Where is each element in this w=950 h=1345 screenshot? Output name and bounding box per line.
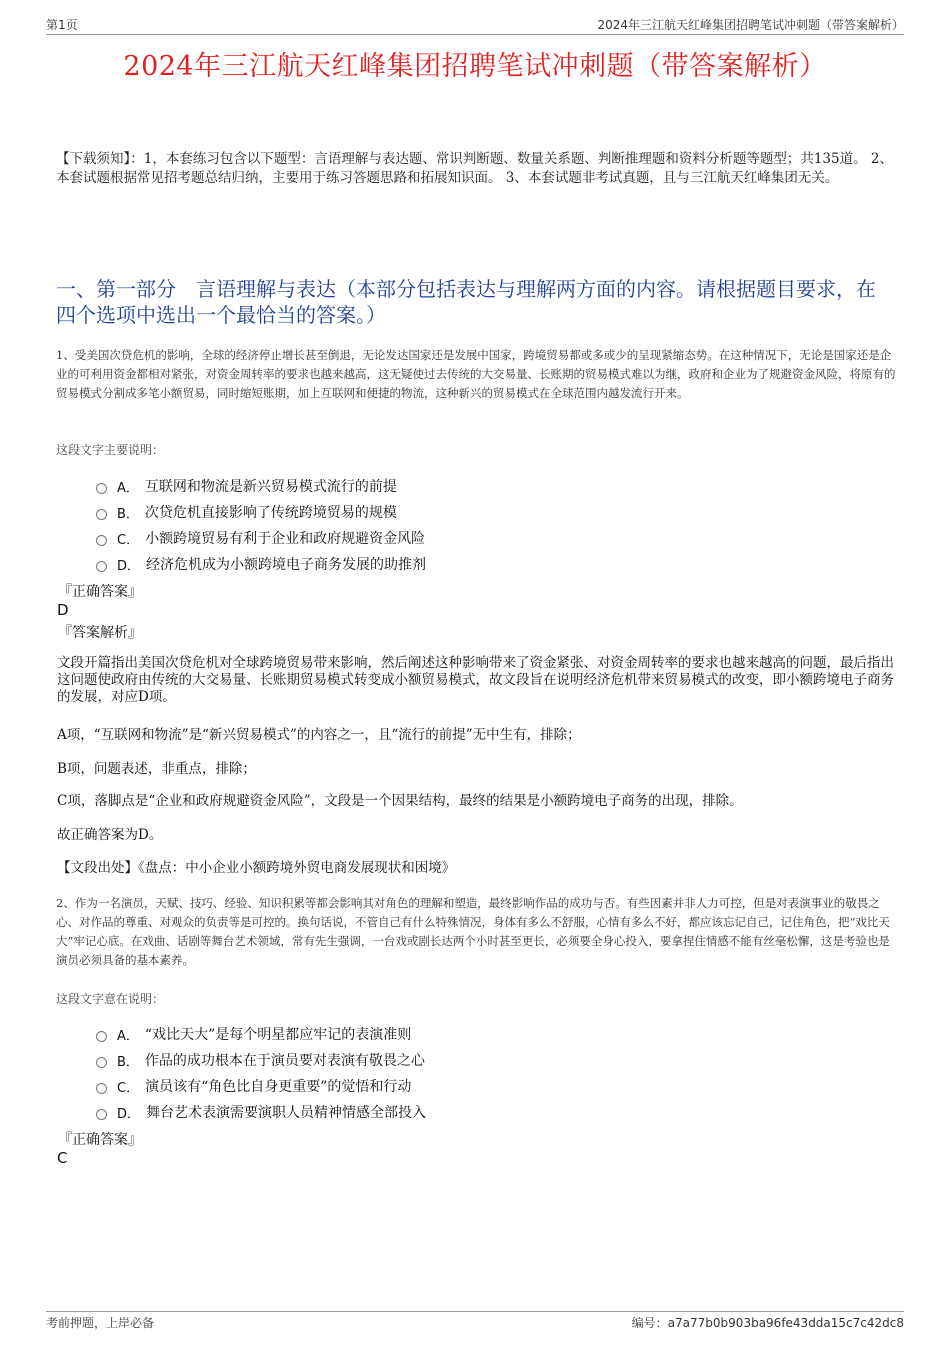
page-number: 第1页 <box>46 18 78 32</box>
question-2-answer-label: 『正确答案』 <box>58 1132 142 1148</box>
question-1-analysis-para: A项，“互联网和物流”是“新兴贸易模式”的内容之一，且“流行的前提”无中生有，排除； <box>57 727 581 743</box>
question-2-answer: C <box>57 1149 68 1167</box>
document-title: 2024年三江航天红峰集团招聘笔试冲刺题（带答案解析） <box>123 51 827 82</box>
question-1-analysis-para: 文段开篇指出美国次贷危机对全球跨境贸易带来影响，然后阐述这种影响带来了资金紧张、对资金周转率的要求也越来越高的问题，最后指出这问题使政府由传统的大交易量、长账期贸易模式转变成小额贸易模式，故文段旨在说明经济危机带来贸易模式的改变，即小额跨境电子商务的发展，对应D项。 <box>57 655 894 705</box>
question-1-answer-label: 『正确答案』 <box>58 584 142 600</box>
page-header <box>46 14 904 35</box>
radio-icon[interactable] <box>96 509 107 520</box>
footer-divider <box>46 1311 904 1312</box>
question-1-option-d[interactable]: D． 经济危机成为小额跨境电子商务发展的助推剂 <box>96 551 596 577</box>
question-1-text: 1、受美国次贷危机的影响，全球的经济停止增长甚至倒退，无论发达国家还是发展中国家，跨境贸易都或多或少的呈现紧缩态势。在这种情况下，无论是国家还是企业的可利用资金都相对紧张，对资金周转率的要求也越来越高，这无疑使过去传统的大交易量、长账期的贸易模式难以为继，政府和企业为了规避资金风险，将原有的贸易模式分割成多笔小额贸易，同时缩短账期，加上互联网和便捷的物流，这种新兴的贸易模式在全球范围内越发流行开来。 <box>56 348 896 400</box>
question-1-analysis-para: B项，问题表述，非重点，排除； <box>57 761 256 777</box>
question-2-option-d[interactable]: D． 舞台艺术表演需要演职人员精神情感全部投入 <box>96 1099 596 1125</box>
question-1-options <box>96 473 596 577</box>
radio-icon[interactable] <box>96 535 107 546</box>
question-1-analysis-para: C项，落脚点是“企业和政府规避资金风险”，文段是一个因果结构，最终的结果是小额跨境电子商务的出现，排除。 <box>57 793 743 809</box>
download-notice: 【下载须知】：1，本套练习包含以下题型：言语理解与表达题、常识判断题、数量关系题、判断推理题和资料分析题等题型；共135道。 2、本套试题根据常见招考题总结归纳，主要用于练习答题思路和拓展知识面。 3、本套试题非考试真题，且与三江航天红峰集团无关。 <box>56 151 893 186</box>
question-2-options <box>96 1021 596 1125</box>
radio-icon[interactable] <box>96 561 107 572</box>
question-1-prompt: 这段文字主要说明： <box>56 443 165 457</box>
radio-icon[interactable] <box>96 483 107 494</box>
radio-icon[interactable] <box>96 1031 107 1042</box>
question-1-source: 【文段出处】《盘点：中小企业小额跨境外贸电商发展现状和困境》 <box>57 860 456 876</box>
radio-icon[interactable] <box>96 1083 107 1094</box>
question-1-answer: D <box>57 601 69 619</box>
question-2-option-a[interactable]: A． “戏比天大”是每个明星都应牢记的表演准则 <box>96 1021 596 1047</box>
footer-id-label: 编号： <box>631 1316 668 1330</box>
question-2-prompt: 这段文字意在说明： <box>56 992 165 1006</box>
question-2-option-b[interactable]: B． 作品的成功根本在于演员要对表演有敬畏之心 <box>96 1047 596 1073</box>
footer-slogan: 考前押题，上岸必备 <box>46 1316 155 1330</box>
question-1-analysis-label: 『答案解析』 <box>58 625 142 641</box>
question-1-option-c[interactable]: C． 小额跨境贸易有利于企业和政府规避资金风险 <box>96 525 596 551</box>
question-2-option-c[interactable]: C． 演员该有“角色比自身更重要”的觉悟和行动 <box>96 1073 596 1099</box>
radio-icon[interactable] <box>96 1057 107 1068</box>
question-1-option-a[interactable]: A． 互联网和物流是新兴贸易模式流行的前提 <box>96 473 596 499</box>
footer-doc-id <box>632 1314 904 1331</box>
question-1-option-b[interactable]: B． 次贷危机直接影响了传统跨境贸易的规模 <box>96 499 596 525</box>
header-doc-title: 2024年三江航天红峰集团招聘笔试冲刺题（带答案解析） <box>597 18 904 32</box>
section-heading: 一、第一部分 言语理解与表达（本部分包括表达与理解两方面的内容。请根据题目要求，在四个选项中选出一个最恰当的答案。） <box>56 277 876 327</box>
footer-id-code: a7a77b0b903ba96fe43dda15c7c42dc8 <box>667 1316 904 1330</box>
question-1-analysis-para: 故正确答案为D。 <box>57 827 163 843</box>
radio-icon[interactable] <box>96 1109 107 1120</box>
question-2-text: 2、作为一名演员，天赋、技巧、经验、知识积累等都会影响其对角色的理解和塑造，最终影响作品的成功与否。有些因素并非人力可控，但是对表演事业的敬畏之心、对作品的尊重、对观众的负责等是可控的。换句话说，不管自己有什么特殊情况，身体有多么不舒服，心情有多么不好，都应该忘记自己，记住角色，把“戏比天大”牢记心底。在戏曲、话剧等舞台艺术领域，常有先生强调，一台戏或剧长达两个小时甚至更长，必须要全身心投入，要拿捏住情感不能有丝毫松懈，这是考验也是演员必须具备的基本素养。 <box>56 896 890 967</box>
